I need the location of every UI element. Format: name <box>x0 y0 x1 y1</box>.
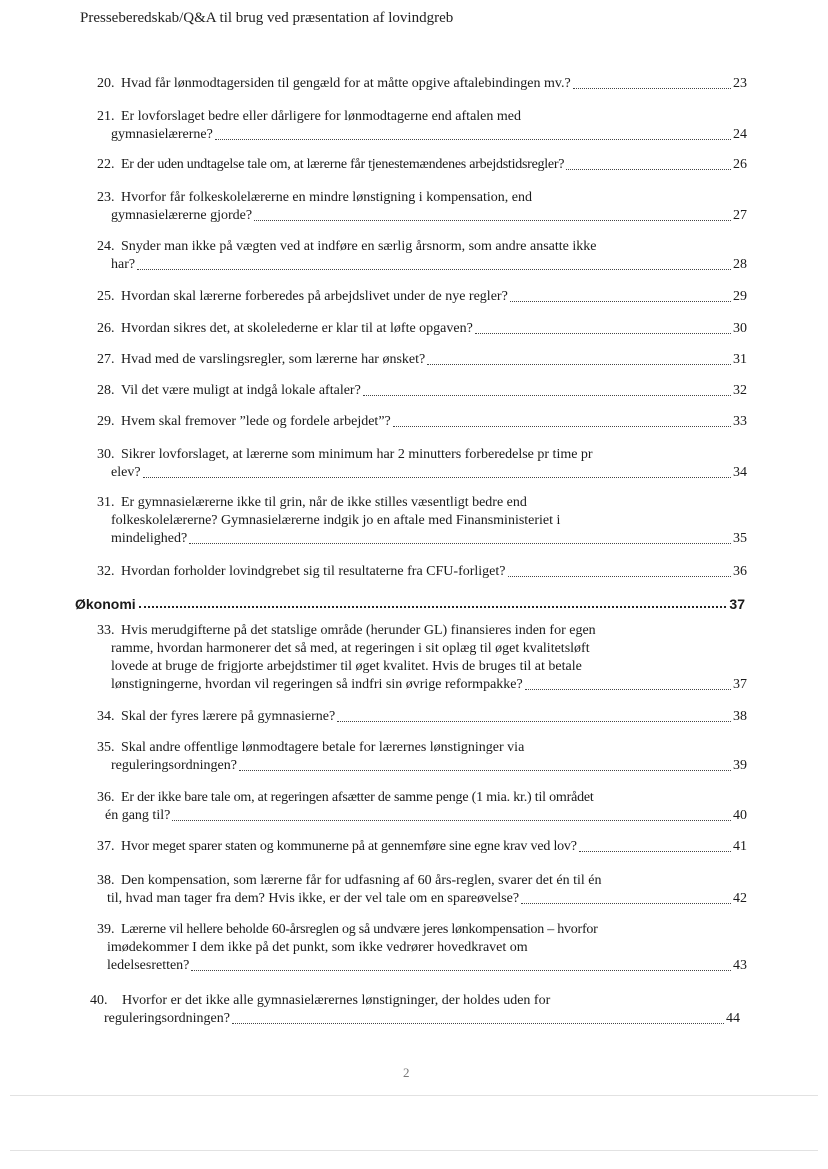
entry-number: 28. <box>97 383 115 398</box>
entry-number: 36. <box>97 790 115 805</box>
dot-leader <box>239 770 731 771</box>
entry-text: imødekommer I dem ikke på det punkt, som ikke vedrører hovedkravet om <box>107 940 528 955</box>
section-page: 37 <box>729 596 745 612</box>
entry-number: 20. <box>97 76 115 91</box>
entry-page: 39 <box>733 758 747 773</box>
dot-leader <box>521 903 731 904</box>
toc-entry-33[interactable] <box>97 622 747 694</box>
dot-leader <box>337 721 731 722</box>
entry-text: til, hvad man tager fra dem? Hvis ikke, er der vel tale om en spareøvelse? <box>107 891 520 906</box>
dot-leader <box>566 169 731 170</box>
entry-number: 29. <box>97 414 115 429</box>
entry-page: 38 <box>733 709 747 724</box>
entry-number: 33. <box>97 623 115 638</box>
entry-text: Er der uden undtagelse tale om, at lærerne får tjenestemændenes arbejdstidsregler? <box>121 157 565 172</box>
dot-leader <box>525 689 731 690</box>
entry-page: 27 <box>733 208 747 223</box>
toc-entry-37[interactable] <box>97 838 747 856</box>
entry-text: reguleringsordningen? <box>104 1011 230 1026</box>
entry-page: 29 <box>733 289 747 304</box>
entry-text: gymnasielærerne? <box>111 127 213 142</box>
entry-number: 32. <box>97 564 115 579</box>
entry-text: Snyder man ikke på vægten ved at indføre en særlig årsnorm, som andre ansatte ikke <box>121 239 597 254</box>
entry-text: mindelighed? <box>111 531 188 546</box>
entry-text: Hvordan sikres det, at skolelederne er klar til at løfte opgaven? <box>121 321 473 336</box>
entry-text: Hvis merudgifterne på det statslige område (herunder GL) finansieres inden for egen <box>121 623 596 638</box>
entry-text: Hvad får lønmodtagersiden til gengæld for at måtte opgive aftalebindingen mv.? <box>121 76 571 91</box>
entry-page: 35 <box>733 531 747 546</box>
entry-text: ramme, hvordan harmonerer det så med, at regeringen i sit oplæg til øget kvalitetsløft <box>111 641 590 656</box>
entry-number: 25. <box>97 289 115 304</box>
dot-leader <box>363 395 731 396</box>
entry-text: Hvorfor får folkeskolelærerne en mindre lønstigning i kompensation, end <box>121 190 532 205</box>
toc-entry-26[interactable] <box>97 320 747 338</box>
toc-entry-32[interactable] <box>97 563 747 581</box>
dot-leader <box>508 576 732 577</box>
document-header: Presseberedskab/Q&A til brug ved præsentation af lovindgreb <box>80 10 454 26</box>
entry-number: 21. <box>97 109 115 124</box>
toc-entry-39[interactable] <box>97 921 747 975</box>
entry-text: Er der ikke bare tale om, at regeringen afsætter de samme penge (1 mia. kr.) til området <box>121 790 594 805</box>
scan-divider-line <box>10 1095 818 1096</box>
entry-number: 35. <box>97 740 115 755</box>
dot-leader <box>573 88 731 89</box>
toc-entry-20[interactable] <box>97 75 747 93</box>
scan-divider-line <box>10 1150 818 1151</box>
entry-number: 22. <box>97 157 115 172</box>
entry-text: én gang til? <box>105 808 171 823</box>
entry-text: Sikrer lovforslaget, at lærerne som minimum har 2 minutters forberedelse pr time pr <box>121 447 593 462</box>
entry-text: Den kompensation, som lærerne får for udfasning af 60 års-reglen, svarer det én til én <box>121 873 602 888</box>
entry-page: 36 <box>733 564 747 579</box>
entry-text: Skal der fyres lærere på gymnasierne? <box>121 709 336 724</box>
entry-text: Skal andre offentlige lønmodtagere betale for lærernes lønstigninger via <box>121 740 525 755</box>
entry-text: ledelsesretten? <box>107 958 190 973</box>
entry-page: 37 <box>733 677 747 692</box>
entry-text: gymnasielærerne gjorde? <box>111 208 253 223</box>
toc-section-okonomi[interactable] <box>75 596 745 612</box>
toc-entry-22[interactable] <box>97 156 747 174</box>
entry-text: Hvorfor er det ikke alle gymnasielærernes lønstigninger, der holdes uden for <box>122 993 551 1008</box>
entry-page: 43 <box>733 958 747 973</box>
dot-leader <box>191 970 731 971</box>
dot-leader <box>143 477 731 478</box>
entry-page: 32 <box>733 383 747 398</box>
entry-number: 31. <box>97 495 115 510</box>
entry-text: Er lovforslaget bedre eller dårligere for lønmodtagerne end aftalen med <box>121 109 521 124</box>
dot-leader <box>232 1023 724 1024</box>
entry-page: 34 <box>733 465 747 480</box>
entry-number: 40. <box>90 993 108 1008</box>
toc-entry-29[interactable] <box>97 413 747 431</box>
dot-leader <box>254 220 731 221</box>
entry-page: 41 <box>733 839 747 854</box>
dot-leader <box>172 820 731 821</box>
toc-entry-35[interactable] <box>97 739 747 775</box>
toc-entry-34[interactable] <box>97 708 747 726</box>
entry-text: Hvordan skal lærerne forberedes på arbejdslivet under de nye regler? <box>121 289 508 304</box>
entry-page: 26 <box>733 157 747 172</box>
toc-entry-30[interactable] <box>97 446 747 482</box>
entry-text: reguleringsordningen? <box>111 758 237 773</box>
entry-text: folkeskolelærerne? Gymnasielærerne indgik jo en aftale med Finansministeriet i <box>111 513 561 528</box>
dot-leader <box>427 364 731 365</box>
entry-text: Hvem skal fremover ”lede og fordele arbejdet”? <box>121 414 391 429</box>
entry-text: Hvad med de varslingsregler, som lærerne har ønsket? <box>121 352 426 367</box>
dot-leader <box>137 269 731 270</box>
entry-text: Lærerne vil hellere beholde 60-årsreglen og så undvære jeres lønkompensation – hvorfor <box>121 922 598 937</box>
dot-leader <box>510 301 731 302</box>
toc-entry-24[interactable] <box>97 238 747 274</box>
entry-number: 23. <box>97 190 115 205</box>
dot-leader <box>579 851 731 852</box>
toc-entry-25[interactable] <box>97 288 747 306</box>
entry-text: Hvor meget sparer staten og kommunerne på at gennemføre sine egne krav ved lov? <box>121 839 577 854</box>
entry-page: 30 <box>733 321 747 336</box>
toc-entry-23[interactable] <box>97 189 747 225</box>
dot-leader <box>139 606 727 608</box>
toc-entry-27[interactable] <box>97 351 747 369</box>
toc-entry-38[interactable] <box>97 872 747 908</box>
entry-text: har? <box>111 257 136 272</box>
entry-number: 24. <box>97 239 115 254</box>
entry-text: elev? <box>111 465 141 480</box>
toc-entry-36[interactable] <box>97 789 747 825</box>
toc-entry-40[interactable] <box>90 992 740 1028</box>
dot-leader <box>475 333 731 334</box>
dot-leader <box>189 543 731 544</box>
entry-text: Vil det være muligt at indgå lokale aftaler? <box>121 383 361 398</box>
section-title: Økonomi <box>75 596 136 612</box>
dot-leader <box>393 426 731 427</box>
entry-number: 37. <box>97 839 115 854</box>
entry-page: 28 <box>733 257 747 272</box>
entry-page: 44 <box>726 1011 740 1026</box>
toc-entry-21[interactable] <box>97 108 747 144</box>
entry-page: 23 <box>733 76 747 91</box>
entry-text: Er gymnasielærerne ikke til grin, når de ikke stilles væsentligt bedre end <box>121 495 527 510</box>
entry-text: lønstigningerne, hvordan vil regeringen så indfri sin øvrige reformpakke? <box>111 677 523 692</box>
entry-number: 30. <box>97 447 115 462</box>
dot-leader <box>215 139 731 140</box>
entry-number: 38. <box>97 873 115 888</box>
toc-entry-28[interactable] <box>97 382 747 400</box>
entry-number: 26. <box>97 321 115 336</box>
entry-page: 24 <box>733 127 747 142</box>
entry-number: 39. <box>97 922 115 937</box>
entry-text: Hvordan forholder lovindgrebet sig til resultaterne fra CFU-forliget? <box>121 564 506 579</box>
entry-page: 33 <box>733 414 747 429</box>
entry-text: lovede at bruge de frigjorte arbejdstimer til øget kvalitet. Hvis de bruges til at betale <box>111 659 582 674</box>
toc-entry-31[interactable] <box>97 494 747 548</box>
entry-number: 27. <box>97 352 115 367</box>
entry-number: 34. <box>97 709 115 724</box>
entry-page: 31 <box>733 352 747 367</box>
entry-page: 42 <box>733 891 747 906</box>
page-number: 2 <box>403 1065 410 1080</box>
entry-page: 40 <box>733 808 747 823</box>
